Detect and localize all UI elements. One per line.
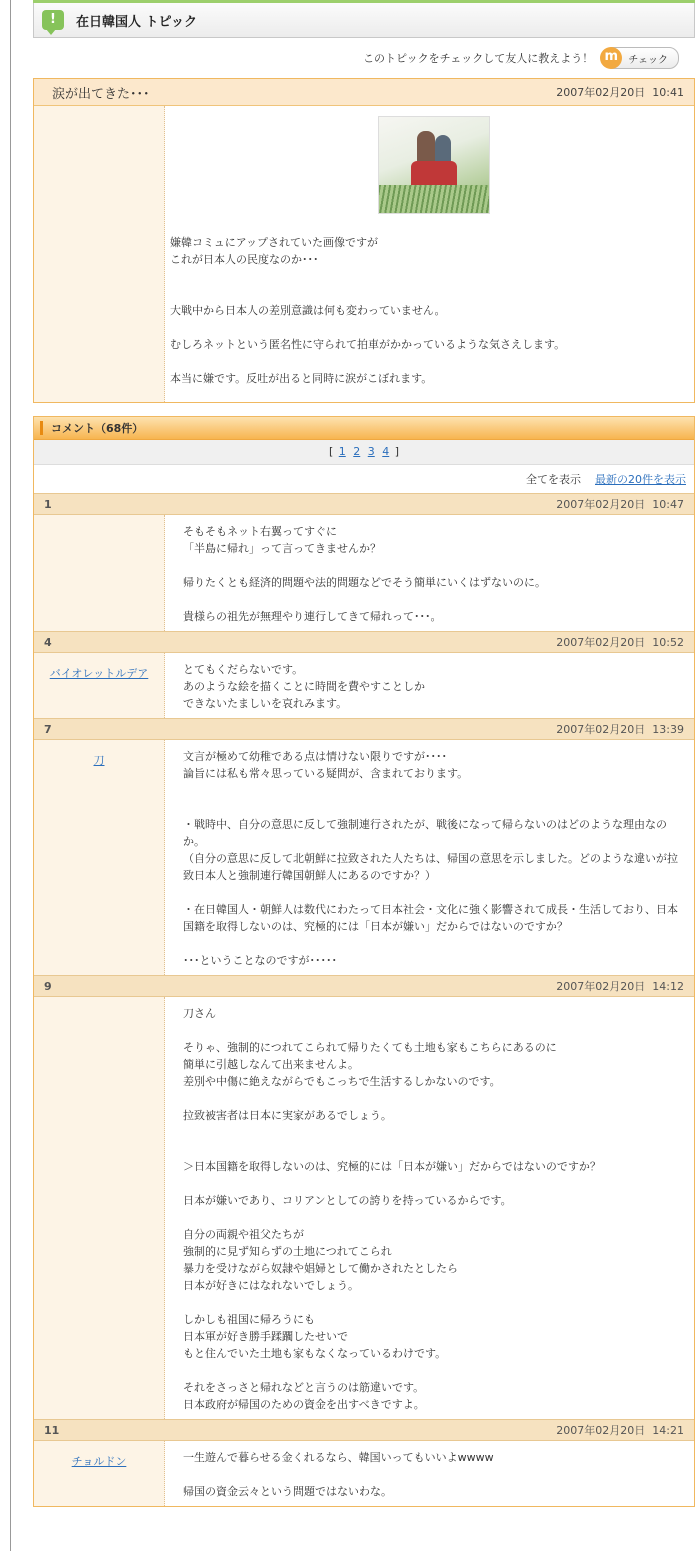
- comment-text: [165, 653, 694, 718]
- text-line: もと住んでいた土地も家もなくなっているわけです。: [183, 1347, 447, 1360]
- check-prompt: このトピックをチェックして友人に教えよう！: [363, 52, 594, 65]
- comment-header: [34, 1419, 694, 1441]
- text-line: ＞日本国籍を取得しないのは、究極的には「日本が嫌い」だからではないのですか？: [183, 1160, 601, 1173]
- text-line: [183, 1124, 684, 1141]
- comment-author-column: [34, 653, 165, 718]
- check-row: [33, 38, 695, 78]
- comment-body: [34, 1441, 694, 1506]
- comment-body: [34, 653, 694, 718]
- text-line: [183, 1466, 684, 1483]
- topic-author-column: [34, 106, 165, 402]
- text-line: 大戦中から日本人の差別意識は何も変わっていません。: [170, 304, 446, 317]
- text-line: 文言が極めて幼稚である点は情けない限りですが････: [183, 750, 447, 763]
- text-line: 致日本人と強制連行韓国朝鮮人にあるのですか？）: [183, 869, 436, 882]
- page-link[interactable]: 3: [367, 445, 375, 458]
- comment-author-column: [34, 740, 165, 975]
- speech-bubble-icon: !: [42, 10, 64, 30]
- page-link[interactable]: 4: [382, 445, 390, 458]
- topic-page: [33, 0, 695, 1507]
- text-line: ･･･ということなのですが･････: [183, 954, 337, 967]
- comments-header: [34, 417, 694, 440]
- comment-header: [34, 975, 694, 997]
- comment-date: 2007年02月20日 14:21: [556, 1424, 684, 1437]
- comments-count: コメント（68件）: [51, 422, 144, 435]
- topic-box: [33, 78, 695, 403]
- text-line: 帰りたくとも経済的問題や法的問題などでそう簡単にいくはずないのに。: [183, 576, 546, 589]
- text-line: 論旨には私も常々思っている疑問が、含まれております。: [183, 767, 469, 780]
- page-title: 在日韓国人 トピック: [76, 14, 198, 30]
- text-line: 強制的に見ず知らずの土地につれてこられ: [183, 1245, 392, 1258]
- comment-header: [34, 493, 694, 515]
- comment-number: 1: [44, 497, 52, 511]
- text-line: あのような絵を描くことに時間を費やすことしか: [183, 680, 425, 693]
- text-line: [183, 935, 684, 952]
- text-line: 刀さん: [183, 1007, 216, 1020]
- comment-date: 2007年02月20日 10:47: [556, 498, 684, 511]
- text-line: 日本が嫌いであり、コリアンとしての誇りを持っているからです。: [183, 1194, 512, 1207]
- text-line: 自分の両親や祖父たちが: [183, 1228, 304, 1241]
- comment-author-column: [34, 515, 165, 631]
- text-line: 嫌韓コミュにアップされていた画像ですが: [170, 236, 379, 249]
- text-line: [183, 884, 684, 901]
- text-line: [183, 799, 684, 816]
- text-line: [183, 1209, 684, 1226]
- topic-text: [170, 234, 694, 387]
- text-line: [183, 1022, 684, 1039]
- text-line: ・在日韓国人・朝鮮人は数代にわたって日本社会・文化に強く影響されて成長・生活しており、日本: [183, 903, 678, 916]
- comment-body: [34, 515, 694, 631]
- comment-text: [165, 740, 694, 975]
- comment-text: [165, 1441, 694, 1506]
- text-line: 日本軍が好き勝手蹂躙したせいで: [183, 1330, 348, 1343]
- comment-number: 4: [44, 635, 52, 649]
- text-line: 簡単に引越しなんて出来ませんよ。: [183, 1058, 359, 1071]
- text-line: 一生遊んで暮らせる金くれるなら、韓国いってもいいよwwww: [183, 1451, 494, 1464]
- image-grass: [379, 185, 489, 213]
- topic-title: 涙が出てきた･･･: [52, 86, 150, 102]
- header-marker: [40, 421, 43, 435]
- text-line: そもそもネット右翼ってすぐに: [183, 525, 337, 538]
- topic-body: [34, 106, 694, 402]
- comment-number: 11: [44, 1423, 60, 1437]
- comment-author-link[interactable]: 刀: [93, 754, 105, 767]
- text-line: 日本政府が帰国のための資金を出すべきですよ。: [183, 1398, 425, 1411]
- text-line: [183, 1175, 684, 1192]
- comment-body: [34, 740, 694, 975]
- comment-author-column: [34, 1441, 165, 1506]
- show-all-label: 全てを表示: [526, 473, 581, 486]
- text-line: [183, 1294, 684, 1311]
- text-line: とてもくだらないです。: [183, 663, 304, 676]
- text-line: 貴様らの祖先が無理やり連行してきて帰れって･･･。: [183, 610, 442, 623]
- left-border-line: [10, 0, 11, 1551]
- show-latest-link[interactable]: 最新の20件を表示: [595, 473, 686, 486]
- text-line: 拉致被害者は日本に実家があるでしょう。: [183, 1109, 392, 1122]
- text-line: [183, 591, 684, 608]
- text-line: か。: [183, 835, 205, 848]
- text-line: [170, 319, 694, 336]
- comment-header: [34, 631, 694, 653]
- comment-text: [165, 515, 694, 631]
- comment-list: [34, 493, 694, 1506]
- text-line: [170, 353, 694, 370]
- topic-header: [34, 79, 694, 106]
- text-line: 本当に嫌です。反吐が出ると同時に涙がこぼれます。: [170, 372, 433, 385]
- text-line: [170, 285, 694, 302]
- text-line: 暴力を受けながら奴隷や娼婦として働かされたとしたら: [183, 1262, 458, 1275]
- text-line: 帰国の資金云々という問題ではないわな。: [183, 1485, 392, 1498]
- topic-title-bar: [33, 3, 695, 38]
- topic-date: 2007年02月20日 10:41: [556, 86, 684, 99]
- text-line: [183, 557, 684, 574]
- text-line: 日本が好きにはなれないでしょう。: [183, 1279, 359, 1292]
- topic-image[interactable]: [378, 116, 490, 214]
- text-line: 国籍を取得しないのは、究極的には「日本が嫌い」だからではないのですか？: [183, 920, 568, 933]
- text-line: これが日本人の民度なのか･･･: [170, 253, 319, 266]
- page-link[interactable]: 2: [353, 445, 361, 458]
- text-line: [183, 1362, 684, 1379]
- pagination: [ 1 2 3 4 ]: [34, 440, 694, 465]
- comment-body: [34, 997, 694, 1419]
- text-line: そりゃ、強制的につれてこられて帰りたくても土地も家もこちらにあるのに: [183, 1041, 557, 1054]
- text-line: [170, 268, 694, 285]
- text-line: むしろネットという匿名性に守られて拍車がかかっているような気さえします。: [170, 338, 566, 351]
- text-line: しかしも祖国に帰ろうにも: [183, 1313, 315, 1326]
- text-line: [183, 1090, 684, 1107]
- text-line: [183, 782, 684, 799]
- topic-content: [165, 106, 694, 402]
- comment-text: [165, 997, 694, 1419]
- comment-number: 9: [44, 979, 52, 993]
- text-line: [183, 1141, 684, 1158]
- check-button-label: チェック: [628, 54, 668, 66]
- comment-date: 2007年02月20日 13:39: [556, 723, 684, 736]
- text-line: できないたましいを哀れみます。: [183, 697, 348, 710]
- mixi-check-icon: m: [600, 47, 622, 69]
- comment-author-link[interactable]: チョルドン: [71, 1455, 127, 1468]
- comment-author-column: [34, 997, 165, 1419]
- page-link[interactable]: 1: [338, 445, 346, 458]
- comment-date: 2007年02月20日 10:52: [556, 636, 684, 649]
- comment-author-link[interactable]: バイオレットルデア: [49, 667, 149, 680]
- text-line: （自分の意思に反して北朝鮮に拉致された人たちは、帰国の意思を示しました。どのような違いが拉: [183, 852, 678, 865]
- comments-section: [33, 416, 695, 1507]
- check-button[interactable]: [603, 47, 679, 69]
- text-line: 「半島に帰れ」って言ってきませんか？: [183, 542, 381, 555]
- comment-number: 7: [44, 722, 52, 736]
- text-line: 差別や中傷に絶えながらでもこっちで生活するしかないのです。: [183, 1075, 501, 1088]
- comment-header: [34, 718, 694, 740]
- display-options: [34, 465, 694, 493]
- text-line: ・戦時中、自分の意思に反して強制連行されたが、戦後になって帰らないのはどのような理由なの: [183, 818, 667, 831]
- image-figure: [417, 131, 435, 165]
- comment-date: 2007年02月20日 14:12: [556, 980, 684, 993]
- text-line: それをさっさと帰れなどと言うのは筋違いです。: [183, 1381, 425, 1394]
